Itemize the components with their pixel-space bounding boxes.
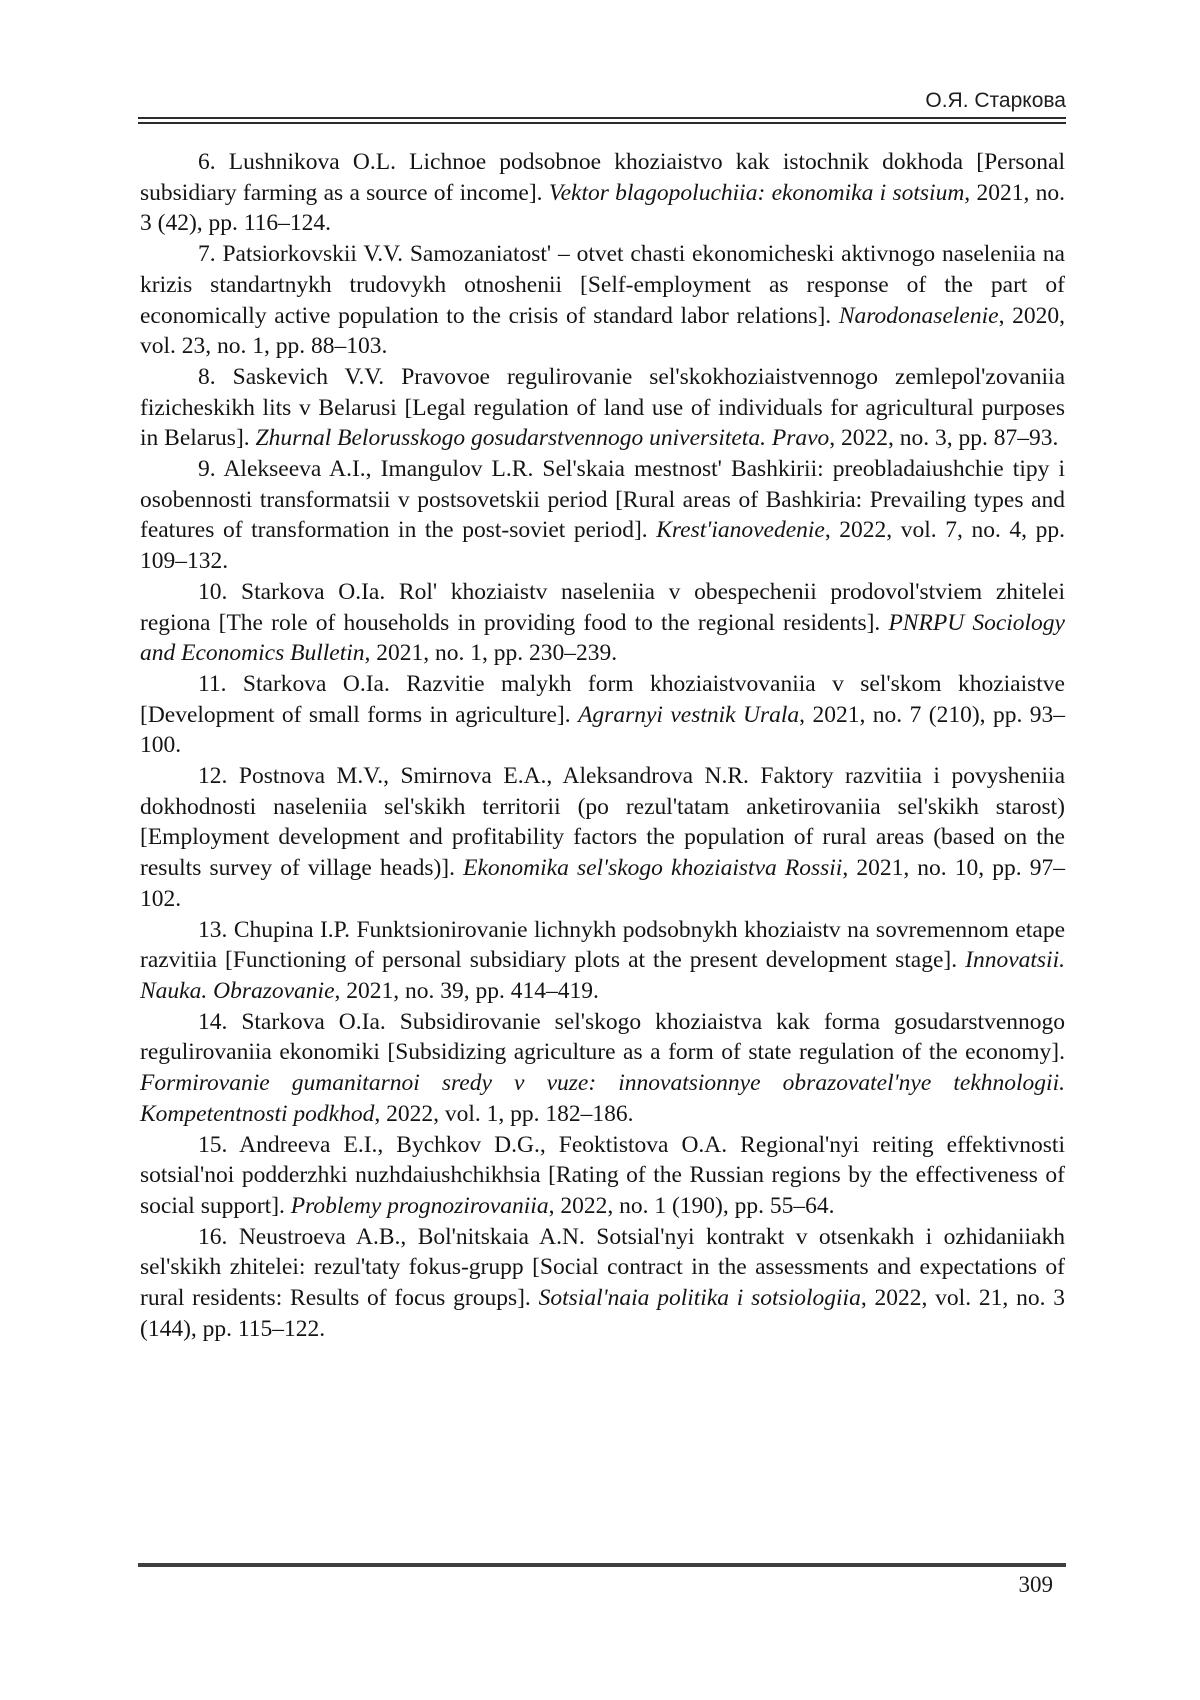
- journal-title: Innovatsii. Nauka. Obrazovanie: [140, 947, 1065, 1004]
- journal-title: Krest'ianovedenie: [656, 517, 825, 544]
- reference-item-13: [140, 915, 1065, 1007]
- footer-rule: [138, 1563, 1066, 1567]
- journal-title: Ekonomika sel'skogo khoziaistva Rossii: [463, 855, 843, 882]
- reference-text: Starkova O.Ia. Rol' khoziaistv naseleniia v obespechenii prodovol'stviem zhitelei regiona [The role of households in providing food to the regional residents].: [140, 578, 1065, 636]
- reference-text: , 2021, no. 7 (210), pp. 93–100.: [140, 701, 1066, 759]
- reference-number: 16.: [198, 1223, 239, 1250]
- reference-item-14: [140, 1007, 1065, 1130]
- header-double-rule: [138, 117, 1066, 124]
- reference-item-16: [140, 1222, 1065, 1345]
- reference-text: , 2022, no. 1 (190), pp. 55–64.: [548, 1192, 835, 1219]
- reference-text: Lushnikova O.L. Lichnoe podsobnoe khoziaistvo kak istochnik dokhoda [Personal subsidiary farming as a source of income].: [140, 149, 1065, 206]
- reference-number: 8.: [198, 363, 233, 390]
- reference-item-8: [140, 362, 1065, 454]
- reference-item-7: [140, 239, 1065, 362]
- reference-text: , 2022, vol. 1, pp. 182–186.: [374, 1100, 634, 1127]
- reference-text: , 2021, no. 3 (42), pp. 116–124.: [140, 179, 1066, 237]
- reference-number: 15.: [198, 1131, 240, 1158]
- reference-text: Starkova O.Ia. Subsidirovanie sel'skogo khoziaistva kak forma gosudarstvennogo regulirovaniia ekonomiki [Subsidizing agriculture as a form of state regulation of the economy].: [140, 1008, 1066, 1066]
- reference-number: 14.: [198, 1008, 242, 1035]
- reference-text: Postnova M.V., Smirnova E.A., Aleksandrova N.R. Faktory razvitiia i povysheniia dokhodnosti naseleniia sel'skikh territorii (po rezul'tatam anketirovaniia sel'skikh starost) [Employment development and profitability factors the population of rural areas (based on the results survey of village heads)].: [140, 763, 1066, 882]
- reference-text: , 2020, vol. 23, no. 1, pp. 88–103.: [140, 302, 1066, 360]
- journal-title: Narodonaselenie: [838, 302, 999, 329]
- reference-text: , 2021, no. 10, pp. 97–102.: [140, 855, 1066, 912]
- running-header-author: О.Я. Старкова: [925, 89, 1066, 112]
- reference-number: 13.: [198, 916, 234, 943]
- reference-text: , 2022, no. 3, pp. 87–93.: [829, 425, 1059, 452]
- reference-text: Patsiorkovskii V.V. Samozaniatost' – otvet chasti ekonomicheski aktivnogo naseleniia na krizis standartnykh trudovykh otnoshenii [Self-employment as response of the part of economically active population to the crisis of standard labor relations].: [140, 241, 1065, 329]
- reference-text: Andreeva E.I., Bychkov D.G., Feoktistova O.A. Regional'nyi reiting effektivnosti sotsial'noi podderzhki nuzhdaiushchikhsia [Rating of the Russian regions by the effectiveness of social support].: [140, 1131, 1065, 1219]
- reference-text: Starkova O.Ia. Razvitie malykh form khoziaistvovaniia v sel'skom khoziaistve [Development of small forms in agriculture].: [140, 670, 1065, 728]
- reference-number: 9.: [198, 456, 224, 483]
- reference-number: 12.: [198, 763, 239, 790]
- reference-item-9: [140, 454, 1065, 577]
- reference-number: 7.: [198, 241, 223, 268]
- reference-item-6: [140, 147, 1065, 239]
- journal-title: Sotsial'naia politika i sotsiologiia: [538, 1285, 861, 1312]
- journal-title: Zhurnal Belorusskogo gosudarstvennogo universiteta. Pravo: [255, 425, 830, 452]
- reference-text: , 2022, vol. 7, no. 4, pp. 109–132.: [140, 517, 1065, 575]
- reference-number: 11.: [198, 670, 243, 697]
- reference-item-11: [140, 669, 1065, 761]
- references-list: [140, 147, 1065, 1344]
- reference-text: Alekseeva A.I., Imangulov L.R. Sel'skaia mestnost' Bashkirii: preobladaiushchie tipy i osobennosti transformatsii v postsovetskii period [Rural areas of Bashkiria: Prevailing types and features of transformation in the post-soviet period].: [140, 456, 1065, 544]
- journal-title: Problemy prognozirovaniia: [290, 1192, 549, 1219]
- reference-item-10: [140, 577, 1065, 669]
- reference-number: 10.: [198, 578, 242, 605]
- page-number: 309: [1018, 1572, 1053, 1597]
- reference-text: Neustroeva A.B., Bol'nitskaia A.N. Sotsial'nyi kontrakt v otsenkakh i ozhidaniiakh sel'skikh zhitelei: rezul'taty fokus-grupp [Social contract in the assessments and expectations of rural residents: Results of focus groups].: [140, 1223, 1066, 1312]
- reference-text: , 2021, no. 1, pp. 230–239.: [364, 640, 618, 667]
- journal-title: PNRPU Sociology and Economics Bulletin: [140, 609, 1065, 667]
- reference-item-15: [140, 1130, 1065, 1222]
- journal-title: Vektor blagopoluchiia: ekonomika i sotsium: [548, 179, 965, 206]
- reference-text: , 2022, vol. 21, no. 3 (144), pp. 115–122.: [140, 1285, 1066, 1342]
- reference-text: Saskevich V.V. Pravovoe regulirovanie sel'skokhoziaistvennogo zemlepol'zovaniia fizicheskikh lits v Belarusi [Legal regulation of land use of individuals for agricultural purposes in Belarus].: [140, 363, 1066, 452]
- reference-text: , 2021, no. 39, pp. 414–419.: [334, 977, 599, 1004]
- reference-number: 6.: [198, 149, 229, 175]
- reference-text: Chupina I.P. Funktsionirovanie lichnykh podsobnykh khoziaistv na sovremennom etape razvitiia [Functioning of personal subsidiary plots at the present development stage].: [140, 916, 1066, 974]
- journal-title: Formirovanie gumanitarnoi sredy v vuze: innovatsionnye obrazovatel'nye tekhnologii. Kompetentnosti podkhod: [140, 1070, 1065, 1127]
- journal-title: Agrarnyi vestnik Urala: [578, 701, 800, 728]
- reference-item-12: [140, 761, 1065, 915]
